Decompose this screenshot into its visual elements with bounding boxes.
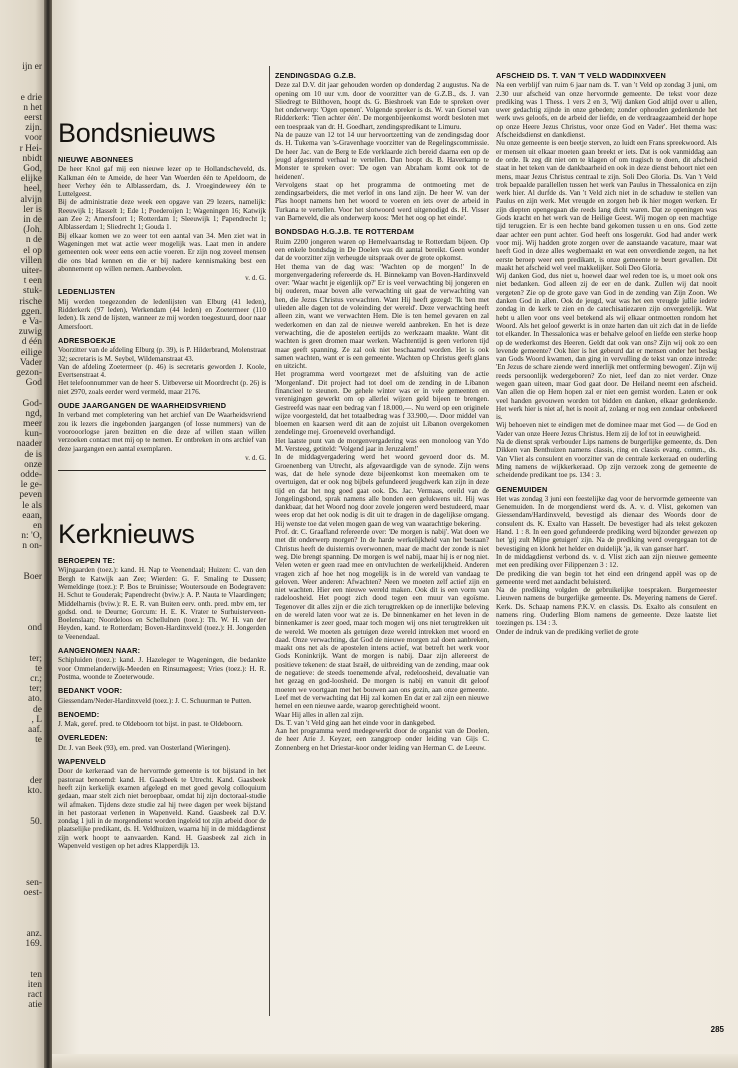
spine-text-fragment: stuk- <box>23 286 42 297</box>
spine-text-fragment: ngd, <box>25 408 42 419</box>
spine-text-fragment: peven <box>19 490 42 501</box>
spine-text-fragment: de is <box>24 449 42 460</box>
section-body: Wijngaarden (toez.): kand. H. Nap te Veenendaal; Huizen: C. van den Bergh te Katwijk aan Zee; Wierden: G. F. Smaling te Dussen; Wemeldinge (toez.): P. Bos te Bruinisse; Woutersoude en Bodegraven: H. Schut te Gouderak; Papendrecht (bviw.): A. P. Nauta te Vlaardingen; Middelharnis (bviw.): R. E. R. van Buiten eerv. onth. pred. mbv em, ter godsd. ond. te Deurne; Gorcum: H. E. K. Vrater te Surhuisterveen-Boelenslaan; Noordeloos en Schellulnen (toez.): Th. W. H. van der Heyden, kand. te Rotterdam; Boven-Hardinxveld (toez.): H. Jongerden te Veenendaal. <box>58 566 266 641</box>
spine-text-fragment: kun- <box>24 429 42 440</box>
page-bottom-edge <box>52 1054 738 1068</box>
bondsnieuws-title: Bondsnieuws <box>58 118 216 148</box>
spine-text-fragment: e drie <box>20 92 42 103</box>
spine-text-fragment: villen <box>20 255 42 266</box>
section-body: Mij werden toegezonden de ledenlijsten van Elburg (41 leden), Ridderkerk (97 leden), Werkendam (44 leden) en Zoetermeer (110 leden). Ik zend de lijsten, wanneer ze mij worden toegestuurd, door naar Amersfoort. <box>58 297 266 331</box>
spine-text-fragment: ten <box>30 969 42 980</box>
section-heading: OVERLEDEN: <box>58 733 108 743</box>
spine-text-fragment: n on- <box>22 541 42 552</box>
section-heading: LEDENLIJSTEN <box>58 287 116 297</box>
section-body: Voorzitter van de afdeling Elburg (p. 39), is P. Hilderbrand, Molenstraat 32; secretaris is M. Seybel, Wildemanstraat 43. Van de afdeling Zoetermeer (p. 46) is secretaris geworden J. Koole, Evertsenstraat 4. Het telefoonnummer van de heer S. Uitbeverse uit Moordrecht (p. 26) is niet 2970, zoals eerder werd vermeld, maar 2176. <box>58 346 266 396</box>
spine-text-fragment: 50. <box>30 816 42 827</box>
spine-text-fragment: ler is <box>23 204 42 215</box>
column-rule <box>269 66 270 1016</box>
column-middle <box>275 66 489 1026</box>
spine-text-fragment: ijn er <box>22 62 42 72</box>
section-body: Het was zondag 3 juni een feestelijke dag voor de hervormde gemeente van Genemuiden. In de morgendienst werd ds. A. v. d. Vlist, gekomen van Giessendam/Hardinxveld, bevestigd als dienaar des Woords door de consulent ds. K. Exalto van Hasselt. De bevestiger had als tekst gekozen Hand. 1 : 8. In een goed gefundeerde prediking werd bijzonder gewezen op het 'gij zult Mijne getuigen' zijn. Na de prediking werd overgegaan tot de bevestiging en klonk het helder en duidelijk 'ja, ik van ganser hart'. In de middagdienst verbond ds. v. d. Vlist zich aan zijn nieuwe gemeente met een prediking over Filippenzen 3 : 12. De prediking die van begin tot het eind een dringend appèl was op de gemeente werd met aandacht beluisterd. Na de prediking volgden de gebruikelijke toespraken. Burgemeester Lieuwen namens de burgerlijke gemeente. Ds. Meyering namens de Geref. Kerk. Ds. Schaap namens P.K.V. en classis. Ds. Exalto als consulent en namens ring. Ouderling Blom namens de gemeente. Deze laatste liet toezingen ps. 134 : 3. Onder de indruk van de prediking verliet de grote <box>496 494 717 636</box>
spine-text-fragment: meer <box>23 419 42 429</box>
section-body: J. Mak, geref. pred. te Oldeboorn tot bijst. in past. te Oldeboorn. <box>58 720 243 729</box>
spine-text-fragment: r Hei- <box>19 143 42 154</box>
spine-text-fragment: ract <box>27 990 42 1001</box>
spine-text-fragment: en <box>33 521 42 531</box>
spine-text-fragment: der <box>29 776 42 786</box>
column-right <box>496 66 717 1026</box>
section-heading: ADRESBOEKJE <box>58 335 116 345</box>
spine-text-fragment: (Joh. <box>23 225 42 236</box>
spine-text-fragment: eaan, <box>22 510 42 521</box>
section-heading: BEROEPEN TE: <box>58 556 116 566</box>
spine-text-fragment: cr.; <box>30 674 42 684</box>
spine-text-fragment: in de <box>23 215 42 225</box>
kerknieuws-title: Kerknieuws <box>58 519 195 550</box>
spine-text-fragment: d één <box>21 337 42 348</box>
spine-text-fragment: te <box>35 735 42 746</box>
spine-text-fragment: God <box>25 378 42 389</box>
section-body: Deze zal D.V. dit jaar gehouden worden op donderdag 2 augustus. Na de opening om 10 uur v.m. door de voorzitter van de G.Z.B., ds. J. van Sliedregt te Bilthoven, hoopt ds. G. Bieshroek van Ede te spreken over het onderwerp: 'Ogen openen'. Volgende spreker is ds. W. van Gorsel van Ridderkerk: 'Tien achter één'. De morgenbijeenkomst wordt besloten met een toespraak van dr. H. Goedhart, zendingspredikant te Limuru. Na de pauze van 12 tot 14 uur hervoortzetting van de zendingsdag door ds. H. Tukema van 's-Gravenhage voorzitter van de Regelingscommissie. De heer Jac. van de Berg te Ede verklaarde zich bereid daarna een op de jeugd afgestemd verhaal te vertellen. Dan hoopt ds. B. Haverkamp te Monster te spreken over: 'De ogen van Abraham komt ook tot de heidenen'. Vervolgens staat op het programma de ontmoeting met de zendingsarbeiders, die met verlof in ons land zijn. De heer W. van der Plas hoopt namens hen het woord te voeren en iets over de arbeid in Turkana te vertellen. Voor het slotwoord werd uitgenodigd ds. H. Visser van Barneveld, die als onderwerp koos: 'Met het oog op het einde'. <box>275 81 489 223</box>
spine-text-fragment: kto. <box>27 786 42 797</box>
section-heading: BONDSDAG H.G.J.B. TE ROTTERDAM <box>275 227 414 237</box>
spine-text-fragment: God, <box>23 164 42 174</box>
spine-text-fragment: voor <box>24 133 42 144</box>
section-heading: AANGENOMEN NAAR: <box>58 646 141 656</box>
spine-text-fragment: iten <box>27 980 42 990</box>
spine-text-fragment: naader <box>16 439 42 450</box>
section-body: Ruim 2200 jongeren waren op Hemelvaartsdag te Rotterdam bijeen. Op een enkele bondsdag in De Doelen was dit aantal bereikt. Geen wonder dat de voorzitter zijn verheugde uitspraak over de grote opkomst. Het thema van de dag was: 'Wachten op de morgen!' In de morgenvergadering refereerde ds. H. Binnekamp van Boven-Hardinxveld over: 'Waar wacht je eigenlijk op?' Er is veel verwachting bij jongeren en bij ouderen, maar boven alle verwachting uit gaat de verwachting van hen, die Jezus Christus verwachten. Want Hij heeft gezegd: 'Ik ben met ulieden alle dagen tot de voleinding der wereld'. Deze verwachting heeft alleen zin, want we verwachten Hem. Die is ten hemel gevaren en zal wederkomen en dan zal de nieuwe wereld aanbreken. En het is deze verwachting, die de apostelen eertijds zo werkzaam maakte. Want dit wachten is geen dromen maar werken. Wachtentijd is geen verloren tijd maar geeft spanning. Ze zal ook niet beschaamd worden. Het is ook samen wachten, want er is een gemeente. Wachten op Christus geeft glans en uitzicht. Het programma werd voortgezet met de afsluiting van de actie 'Morgenland'. Dit project had tot doel om de zending in de Libanon financieel te steunen. De gehele winter was er in vele gemeenten en verenigingen gewerkt om op allerlei wijzen geld bijeen te brengen. Gestreefd was naar een bedrag van f 18.000,—. Nu werd op een originele wijze voorgesteld, dat het totaalbedrag was f 33.900,—. Door middel van bloemen en kaarsen werd dit aan de zojuist uit Libanon overgekomen zendelinge mej. Groeneveld overhandigd. Het laatste punt van de morgenvergadering was een monoloog van Ydo M. Versteeg, getiteld: 'Volgend jaar in Jeruzalem!' In de middagvergadering werd het woord gevoerd door ds. M. Groenenberg van Utrecht, als afgevaardigde van de synode. Zijn wens was, dat de hele synode deze bijeenkomst kon meemaken om te overtuigen, dat er ook nog bijbels gefundeerd jeugdwerk kan zijn in deze tijd en dat het nog goed gaat ook. Ds. Jac. Vermaas, oreild van de Jongelingsbond, sprak namens alle bonden een gelukwens uit. Hij was dankbaar, dat het Woord nog door zovele jongeren werd bestudeerd, maar wees erop dat het ook nodig is dit uit te dragen in de dagelijkse omgang. Hij wenste toe dat velen mogen gaan de weg van waarachtige bekering. Prof. dr. C. Graafland refereerde over: 'De morgen is nabij'. Wat doen we met dit onderwerp morgen? In de harde werkelijkheid van het bestaan? Christus heeft de duisternis overwonnen, maar de macht der zonde is niet weg. Die brengt spanning. De morgen is wel nabij, maar hij is er nog niet. Velen weten er geen raad mee en ontvluchten de werkelijkheid. Anderen vragen zich af hoe het nog mogelijk is in de wereld van vandaag te geloven. Weer anderen: Afwachten? Neen we moeten zelf actief zijn en niet wachten. Hier een nieuwe wereld maken. Ook dit is een vorm van radeloosheid. Het poogt zich dood tegen een muur van egoïsme. Tegenover dit alles zijn er die zich terugtrekken op de innerlijke beleving en de wereld laten voor wat ze is. De binnenkamer en het leven in de binnenkamer is zeer goed, maar toch mogen wij ons niet terugtrekken uit de wereld. We moeten als getuigen deze wereld intrekken met woord en daad. Onze verwachting, dat God de nieuwe morgen zal doen aanbreken, maakt ons net als de apostelen intens actief, wat betreft het werk voor Gods Koninkrijk. Want de morgen is nabij. Daar zijn allereerst de positieve tekenen: de staat Israël, de uitbreiding van de zending, maar ook de negatieve: de steeds toenemende afval, redeloosheid, devaluatie van het gezag en god-loosheid. De morgen is nabij en vanuit dit geloof moeten we voortgaan met het bouwen aan ons gezin, aan onze gemeente. Leef met de verwachting dat Hij zal komen En dat er zal zijn een nieuwe hemel en een nieuwe aarde, waarop gerechtigheid woont. Waar Hij alles in allen zal zijn. Ds. T. van 't Veld ging aan het einde voor in dankgebed. Aan het programma werd medegewerkt door de organist van de Doelen, de heer Arie J. Keyzer, een zanggroep onder leiding van Gijs C. Zonnenberg en het Driestar-koor onder leiding van Herman C. de Leeuw. <box>275 237 489 752</box>
spine-text-fragment: el op <box>23 245 42 256</box>
spine-text-fragment: ter; <box>29 653 42 664</box>
spine-text-fragment: rische <box>19 296 42 307</box>
spine-text-fragment: , L <box>31 714 42 725</box>
section-body: Schipluiden (toez.): kand. J. Hazeleger te Wageningen, die bedankte voor Ommelanderwijk-Meeden en Rinsumageest; Vries (toez.): H. R. Postma, woonde te Zoeterwoude. <box>58 656 266 681</box>
page-number: 285 <box>710 1025 724 1034</box>
spine-text-fragment: de <box>33 704 42 715</box>
section-heading: BENOEMD: <box>58 709 100 719</box>
section-heading: GENEMUIDEN <box>496 484 548 494</box>
section-body: In verband met completering van het archief van De Waarheidsvriend zou ik lezers die ingebonden jaargangen (of losse nummers) van de voorooorlogse jaren bezitten en die deze af willen staan willen verzoeken contact met mij op te nemen. Er ontbreken in ons archief van deze jaargangen een aantal exemplaren. <box>58 411 266 453</box>
signature: v. d. G. <box>245 274 266 283</box>
spine-text-fragment: le als <box>22 500 42 511</box>
spine-text-fragment: ter; <box>29 684 42 695</box>
signature: v. d. G. <box>245 453 266 462</box>
section-body: Dr. J. van Beek (93), em. pred. van Oosterland (Wieringen). <box>58 743 231 752</box>
spine-text-fragment: zuwig <box>18 327 42 338</box>
section-heading: AFSCHEID DS. T. VAN 'T VELD WADDINXVEEN <box>496 71 666 80</box>
spine-text-fragment: eilige <box>20 347 42 358</box>
spine-text-fragment: alvijn <box>20 194 42 205</box>
spine-text-fragment: n het <box>23 102 42 113</box>
spine-text-fragment: God- <box>22 398 42 409</box>
column-left <box>58 118 266 1008</box>
spine-text-fragment: eerst <box>24 113 42 123</box>
spine-text-fragment: onze <box>24 459 42 470</box>
spine-text-fragment: elijke <box>20 174 42 185</box>
section-heading: OUDE JAARGANGEN DE WAARHEIDSVRIEND <box>58 401 227 411</box>
book-gutter <box>44 0 52 1068</box>
spine-text-fragment: anz. <box>26 929 42 939</box>
section-body: De heer Knol gaf mij een nieuwe lezer op te Hollandscheveld, ds. Kalkman één te Ameide, de heer Van Woerden één te Apeldoorn, de heer Verhey één te Alblasserdam, ds. J. Vroegindeweey één te Luttelgeest. Bij de administratie deze week een opgave van 29 lezers, namelijk: Reeuwijk 1; Hasselt 1; Ede 1; Poederoijen 1; Wageningen 16; Katwijk aan Zee 2; Amersfoort 1; Rotterdam 1; Sleeuwijk 1; Papendrecht 1; Alblasserdam 1; Sliedrecht 1; Gouda 1. Bij elkaar komen we zo weer tot een aantal van 34. Men ziet wat in Wageningen met wat actie weer mogelijk was. Laat men in andere gemeenten ook weer eens een actie voeren. Er zijn nog zoveel mensen die ons blad kennen en die er bij nadere kennismaking best een abonnement op willen nemen. Aanbevolen. <box>58 165 266 273</box>
section-heading: WAPENVELD <box>58 757 107 767</box>
adjacent-page-edge <box>0 0 44 1068</box>
magazine-page <box>52 0 738 1068</box>
spine-text-fragment: heel, <box>23 184 42 195</box>
section-heading: BEDANKT VOOR: <box>58 686 123 696</box>
spine-text-fragment: ggen. <box>21 306 42 317</box>
section-body: Door de kerkeraad van de hervormde gemeente is tot bijstand in het pastoraat benoemd: kand. H. Gaasbeek te Utrecht. Kand. Gaasbeek heeft zijn kerkelijk examen afgelegd en met goed gevolg colloquium gedaan, maar stelt zich niet beroepbaar, omdat hij zijn doctoraal-studie wil afmaken. Tijdens deze studie zal hij twee dagen per week bijstand in het pastoraat verlenen in Wapenveld. Kand. Gaasbeek zal D.V. zondag 1 juli in de morgendienst worden ingeleid tot zijn arbeid door de plaatselijke predikant, ds. H. Veldhuizen, waarna hij in de middagdienst zijn werk hoopt te aanvaarden. Kand. H. Gaasbeek zal zich in Wapenveld vestigen op het adres Klapperdijk 13. <box>58 767 266 850</box>
spine-text-fragment: gezon- <box>16 368 42 378</box>
section-heading: ZENDINGSDAG G.Z.B. <box>275 71 357 80</box>
spine-text-fragment: aaf. <box>28 725 42 735</box>
spine-text-fragment: e Va- <box>22 317 42 327</box>
spine-text-fragment: n de <box>25 235 42 246</box>
spine-text-fragment: oest- <box>23 888 42 899</box>
spine-text-fragment: n: 'O, <box>21 531 42 542</box>
spine-text-fragment: t een <box>23 276 42 287</box>
spine-text-fragment: te <box>35 663 42 674</box>
spine-text-fragment: odde- <box>20 470 42 480</box>
spine-text-fragment: 169. <box>25 939 42 950</box>
spine-text-fragment: Boer <box>23 572 42 582</box>
section-body: Na een verblijf van ruim 6 jaar nam ds. T. van 't Veld op zondag 3 juni, om 2.30 uur afscheid van onze hervormde gemeente. De tekst voor deze prediking was 1 Thess. 1 vers 2 en 3, 'Wij danken God altijd over u allen, uwer gedachtig zijnde in onze gebeden; zonder ophouden gedenkende het werk uws geloofs, en de arbeid der liefde, en de verdraagzaamheid der hope op onze Heere Jezus Christus, voor onze God en Vader'. Het thema was: Afscheidsdienst en dankdienst. Nu onze gemeente is een beetje sterven, zo luidt een Frans spreekwoord. Als er mensen uit elkaar moeten gaan breekt er iets. Dat is ook vanmiddag aan de orde. Ik zeg dit niet om te klagen of om tragisch te doen, dit afscheid staat in het teken van de dankbaarheid en ook in deze dienst behoort niet een mens, maar Jezus Christus centraal te zijn. Soli Deo Gloria. Ds. Van 't Veld trok bepaalde parallellen tussen het werk van Paulus in Thessalonica en zijn werk hier. Al durfde ds. Van 't Veld zich niet in de schaduw te stellen van Paulus en zijn werk. Met vreugde en zorgen heb ik hier mogen werken. Er zijn diepten opengegaan die reeds lang dicht waren. Dat ze openingen was Gods kracht en het werk van de Heilige Geest. Wij mogen op een machtige tijd terugzien. Er is een hechte band gekomen tussen u en ons. God zette daar achter een punt achter. God heeft ons losgerukt. God had ander werk voor mij. Wij hadden grote zorgen over de aanstaande vacature, maar wat heeft God in deze alles wegbemaakt en wat een onverdiende zegen, na het eerste beroep weer een predikant, is onze gemeente te beurt gevallen. Dit maakt het afscheid wel veel makkelijker. Soli Deo Gloria. Wij danken God, dus niet u, hoewel daar wel reden toe is, u moet ook ons niet bedanken. God alleen zij de eer en de dank. Zullen wij dat nooit vergeten? Zie op de grote gave van God in de zending van Zijn Zoon. We danken God in allen. Ook de jeugd, wat was het een vreugde jullie iedere zondag in de kerk te zien en de catechisatiezaren zijn onvergetelijk. Wat hebt u allen voor ons veel betekend als wij elkaar ontmoetten rondom het Woord. Als het geloof gewerkt is in onze harten dan uit zich dat in de liefde tot elkander. In Thessalonica was er behalve geloof en liefde een sterke hoop op de wederkomst des Heeren. Geldt dat ook van ons? Zijn wij ook zo een levende gemeente? Ook hier is het gebeurd dat er mensen onder het beslag van Gods Woord kwamen, dan ging in vervulling de tekst van onze intrede: 'En Jezus de schare ziende werd innerlijk met ontferming bewogen'. Zijn wij reeds persoonlijk wedergeboren? Zo niet, leef dan zo niet verder. Onze wegen gaan uiteen, maar God gaat door. De Heiland neemt een afscheid. Van allen die op Hem hopen zal er niet een gemist worden. Laten er ook veel handen gevouwen worden tot bidden en danken, elkaar gedenkende. Het werk hier is niet af, het is nooit af, zolang er nog een zondaar onbekeerd is. Wij behoeven niet te eindigen met de dominee maar met God — de God en Vader van onze Heere Jezus Christus. Hem zij de lof tot in eeuwigheid. Na de dienst sprak verbouder Lips namens de burgerlijke gemeente, ds. Den Dikken van Benthuizen namens classis, ring en classis evang. comm., ds. Van Vliet als consulent en voorzitter van de centrale kerkeraad en ouderling Ming namens de wijkkerkeraad. Op zijn verzoek zong de gemeente de scheidende predikant toe ps. 134 : 3. <box>496 81 717 480</box>
spine-text-fragment: sen- <box>26 878 42 888</box>
spine-text-fragment: nbidt <box>22 153 42 164</box>
section-body: Giessendam/Neder-Hardinxveld (toez.): J. C. Schuurman te Putten. <box>58 696 252 705</box>
spine-text-fragment: uiter- <box>21 266 42 276</box>
spine-text-fragment: ato. <box>28 694 42 705</box>
spine-text-fragment: zijn. <box>25 123 42 134</box>
spine-text-fragment: Vader <box>19 357 42 368</box>
spine-text-fragment: atie <box>28 1000 42 1011</box>
section-heading: NIEUWE ABONNEES <box>58 155 134 164</box>
spine-text-fragment: le ge- <box>20 480 42 491</box>
spine-text-fragment: ond <box>27 623 42 633</box>
